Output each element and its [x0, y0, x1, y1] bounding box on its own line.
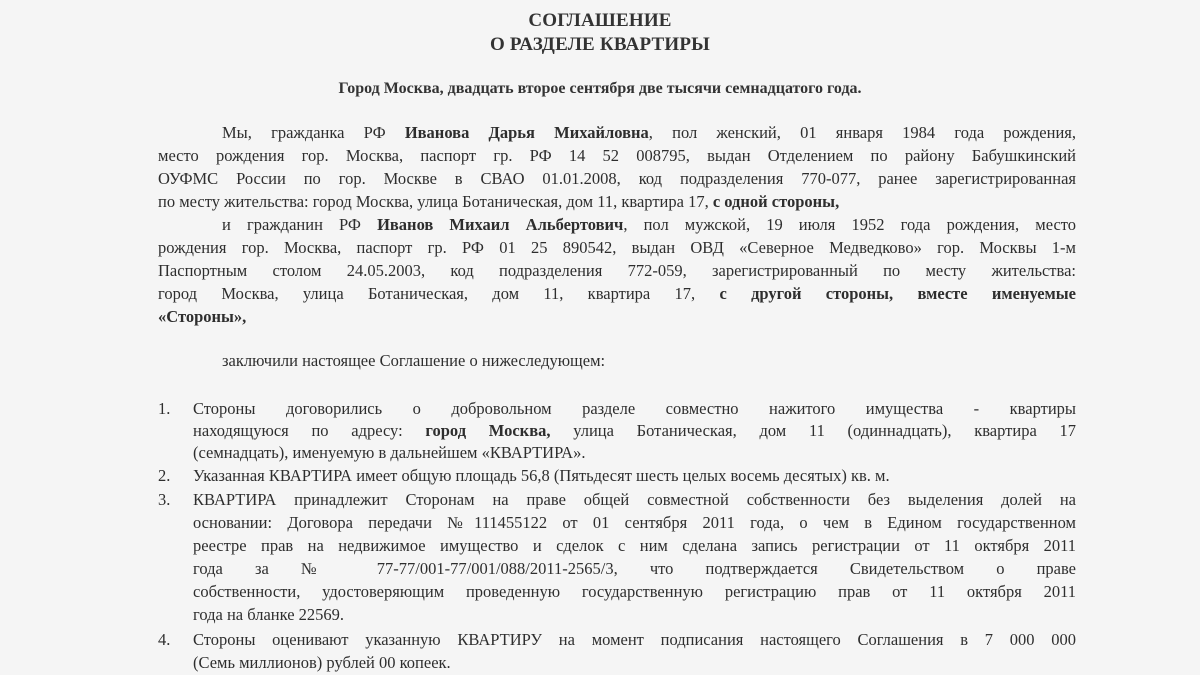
clause4-line1: Стороны оценивают указанную КВАРТИРУ на момент подписания настоящего Соглашения в 7 000 000: [193, 630, 1076, 649]
party1-name: Иванова Дарья Михайловна: [404, 123, 649, 142]
clause2-line1: Указанная КВАРТИРА имеет общую площадь 56,8 (Пятьдесят шесть целых восемь десятых) кв. м.: [193, 466, 890, 485]
clause3-line6: года на бланке 22569.: [193, 605, 345, 624]
clause3-line2: основании: Договора передачи №111455122 от 01 сентября 2011 года, о чем в Едином государственном: [193, 513, 1076, 532]
text: и гражданин РФ: [222, 215, 378, 234]
clause-number: 2.: [158, 466, 171, 485]
clause1-line3: (семнадцать), именуемую в дальнейшем «КВАРТИРА».: [193, 443, 586, 462]
party1-line4: [158, 192, 1076, 212]
text: , пол женский, 01 января 1984 года рождения,: [648, 123, 1076, 142]
text: город Москва, улица Ботаническая, дом 11, квартира 17,: [158, 284, 720, 303]
party2-line2: рождения гор. Москва, паспорт гр. РФ 01 25 890542, выдан ОВД «Северное Медведково» гор. Москвы 1-м: [158, 238, 1076, 257]
party1-line1: [158, 123, 1076, 143]
text: , пол мужской, 19 июля 1952 года рождения, место: [623, 215, 1076, 234]
clause3-line4: года за № 77-77/001-77/001/088/2011-2565/3, что подтверждается Свидетельством о праве: [193, 559, 1076, 578]
party2-name: Иванов Михаил Альбертович: [377, 215, 624, 234]
party2-line3: Паспортным столом 24.05.2003, код подразделения 772-059, зарегистрированный по месту жительства:: [158, 261, 1076, 280]
clause3-line1: КВАРТИРА принадлежит Сторонам на праве общей совместной собственности без выделения долей на: [193, 490, 1076, 509]
address-city: город Москва,: [425, 421, 551, 440]
document-title-line2: О РАЗДЕЛЕ КВАРТИРЫ: [489, 34, 711, 55]
text: находящуюся по адресу:: [193, 421, 426, 440]
clause4-line2: (Семь миллионов) рублей 00 копеек.: [193, 653, 451, 672]
party2-line4: [158, 284, 1076, 304]
text: улица Ботаническая, дом 11 (одиннадцать), квартира 17: [573, 421, 1076, 440]
document-title-line1: СОГЛАШЕНИЕ: [528, 10, 672, 31]
text: по месту жительства: город Москва, улица Ботаническая, дом 11, квартира 17,: [158, 192, 713, 211]
party1-side-label: с одной стороны,: [712, 192, 840, 211]
place-and-date: Город Москва, двадцать второе сентября две тысячи семнадцатого года.: [338, 80, 862, 97]
clause3-line5: собственности, удостоверяющим проведенную государственную регистрацию прав от 11 октября 2011: [193, 582, 1076, 601]
party1-line2: место рождения гор. Москва, паспорт гр. РФ 14 52 008795, выдан Отделением по району Бабушкинский: [158, 146, 1076, 165]
clause3-line3: реестре прав на недвижимое имущество и сделок с ним сделана запись регистрации от 11 октября 2011: [193, 536, 1076, 555]
intro-text: заключили настоящее Соглашение о нижеследующем:: [222, 351, 606, 370]
clause1-line2: [193, 421, 1076, 441]
clause-number: 1.: [158, 399, 171, 418]
party2-side-label: с другой стороны, вместе именуемые: [719, 284, 1076, 303]
clause-number: 3.: [158, 490, 171, 509]
parties-label: «Стороны»,: [158, 307, 247, 326]
party2-line1: [158, 215, 1076, 235]
clause-number: 4.: [158, 630, 171, 649]
party1-line3: ОУФМС России по гор. Москве в СВАО 01.01.2008, код подразделения 770-077, ранее зарегистрированная: [158, 169, 1076, 188]
clause1-line1: Стороны договорились о добровольном разделе совместно нажитого имущества - квартиры: [193, 399, 1076, 418]
text: Мы, гражданка РФ: [222, 123, 405, 142]
